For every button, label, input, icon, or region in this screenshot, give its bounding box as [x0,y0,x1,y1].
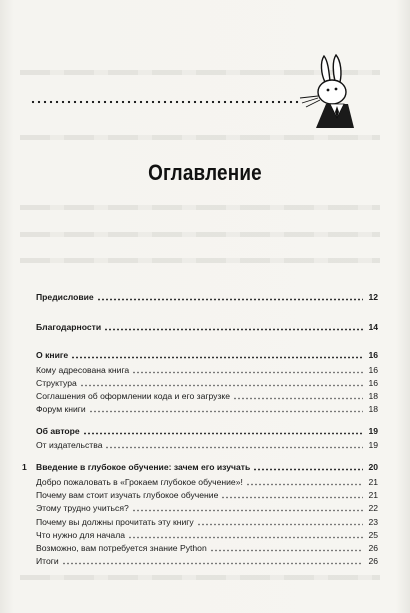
toc-subsection-entry [22,438,378,451]
toc-dot-leader [104,328,363,331]
toc-entry-label: Возможно, вам потребуется знание Python [36,543,207,553]
toc-dot-leader [132,509,363,512]
toc-subsection-entry [22,554,378,567]
toc-section-entry [22,320,378,333]
toc-entry-label: Этому трудно учиться? [36,503,129,513]
toc-dot-leader [80,384,363,387]
bleed-through-text [20,205,380,210]
toc-section-entry [22,348,378,361]
toc-page-number: 12 [368,292,378,302]
toc-subsection-entry [22,402,378,415]
rabbit-in-suit-icon [296,52,358,128]
toc-subsection-entry [22,541,378,554]
toc-entry-label: Предисловие [36,292,94,302]
toc-dot-leader [89,410,363,413]
toc-subsection-entry [22,515,378,528]
toc-dot-leader [62,562,363,565]
bleed-through-text [20,135,380,140]
toc-entry-label: Итоги [36,556,59,566]
toc-dot-leader [83,432,363,435]
toc-dot-leader [233,397,363,400]
toc-page-number: 26 [368,556,378,566]
toc-page-number: 21 [368,477,378,487]
toc-entry-label: Почему вам стоит изучать глубокое обучение [36,490,219,500]
toc-subsection-entry [22,363,378,376]
header-dotted-line [30,100,300,104]
toc-entry-label: Кому адресована книга [36,365,130,375]
toc-entry-label: Введение в глубокое обучение: зачем его изучать [36,462,251,472]
toc-entry-label: Благодарности [36,322,102,332]
bleed-through-text [20,258,380,263]
toc-dot-leader [246,483,363,486]
page-title: Оглавление [148,160,262,185]
toc-chapter-number: 1 [22,462,27,472]
toc-page-number: 23 [368,517,378,527]
toc-dot-leader [197,523,363,526]
toc-subsection-entry [22,528,378,541]
toc-page-number: 22 [368,503,378,513]
toc-entry-label: Почему вы должны прочитать эту книгу [36,517,194,527]
toc-page-number: 16 [368,378,378,388]
toc-page-number: 19 [368,426,378,436]
toc-dot-leader [221,496,363,499]
toc-entry-label: Добро пожаловать в «Грокаем глубокое обучение»! [36,477,243,487]
toc-dot-leader [210,549,363,552]
toc-page-number: 19 [368,440,378,450]
toc-entry-label: О книге [36,350,69,360]
toc-entry-label: Структура [36,378,77,388]
toc-subsection-entry [22,475,378,488]
toc-page-number: 25 [368,530,378,540]
toc-dot-leader [71,356,363,359]
toc-page-number: 14 [368,322,378,332]
toc-page-number: 21 [368,490,378,500]
toc-page-number: 20 [368,462,378,472]
toc-entry-label: Что нужно для начала [36,530,125,540]
toc-dot-leader [132,371,363,374]
toc-page-number: 18 [368,391,378,401]
toc-section-entry [22,290,378,303]
toc-subsection-entry [22,488,378,501]
bleed-through-text [20,575,380,580]
toc-entry-label: Об авторе [36,426,80,436]
toc-page-number: 16 [368,365,378,375]
toc-section-entry [22,424,378,437]
toc-dot-leader [128,536,363,539]
toc-subsection-entry [22,376,378,389]
toc-dot-leader [253,468,363,471]
toc-page-number: 16 [368,350,378,360]
toc-page-number: 18 [368,404,378,414]
bleed-through-text [20,232,380,237]
toc-dot-leader [97,298,363,301]
toc-dot-leader [105,446,363,449]
toc-entry-label: От издательства [36,440,103,450]
toc-entry-label: Соглашения об оформлении кода и его загрузке [36,391,231,401]
toc-page-number: 26 [368,543,378,553]
toc-section-entry [22,460,378,473]
toc-subsection-entry [22,501,378,514]
toc-entry-label: Форум книги [36,404,86,414]
toc-subsection-entry [22,389,378,402]
